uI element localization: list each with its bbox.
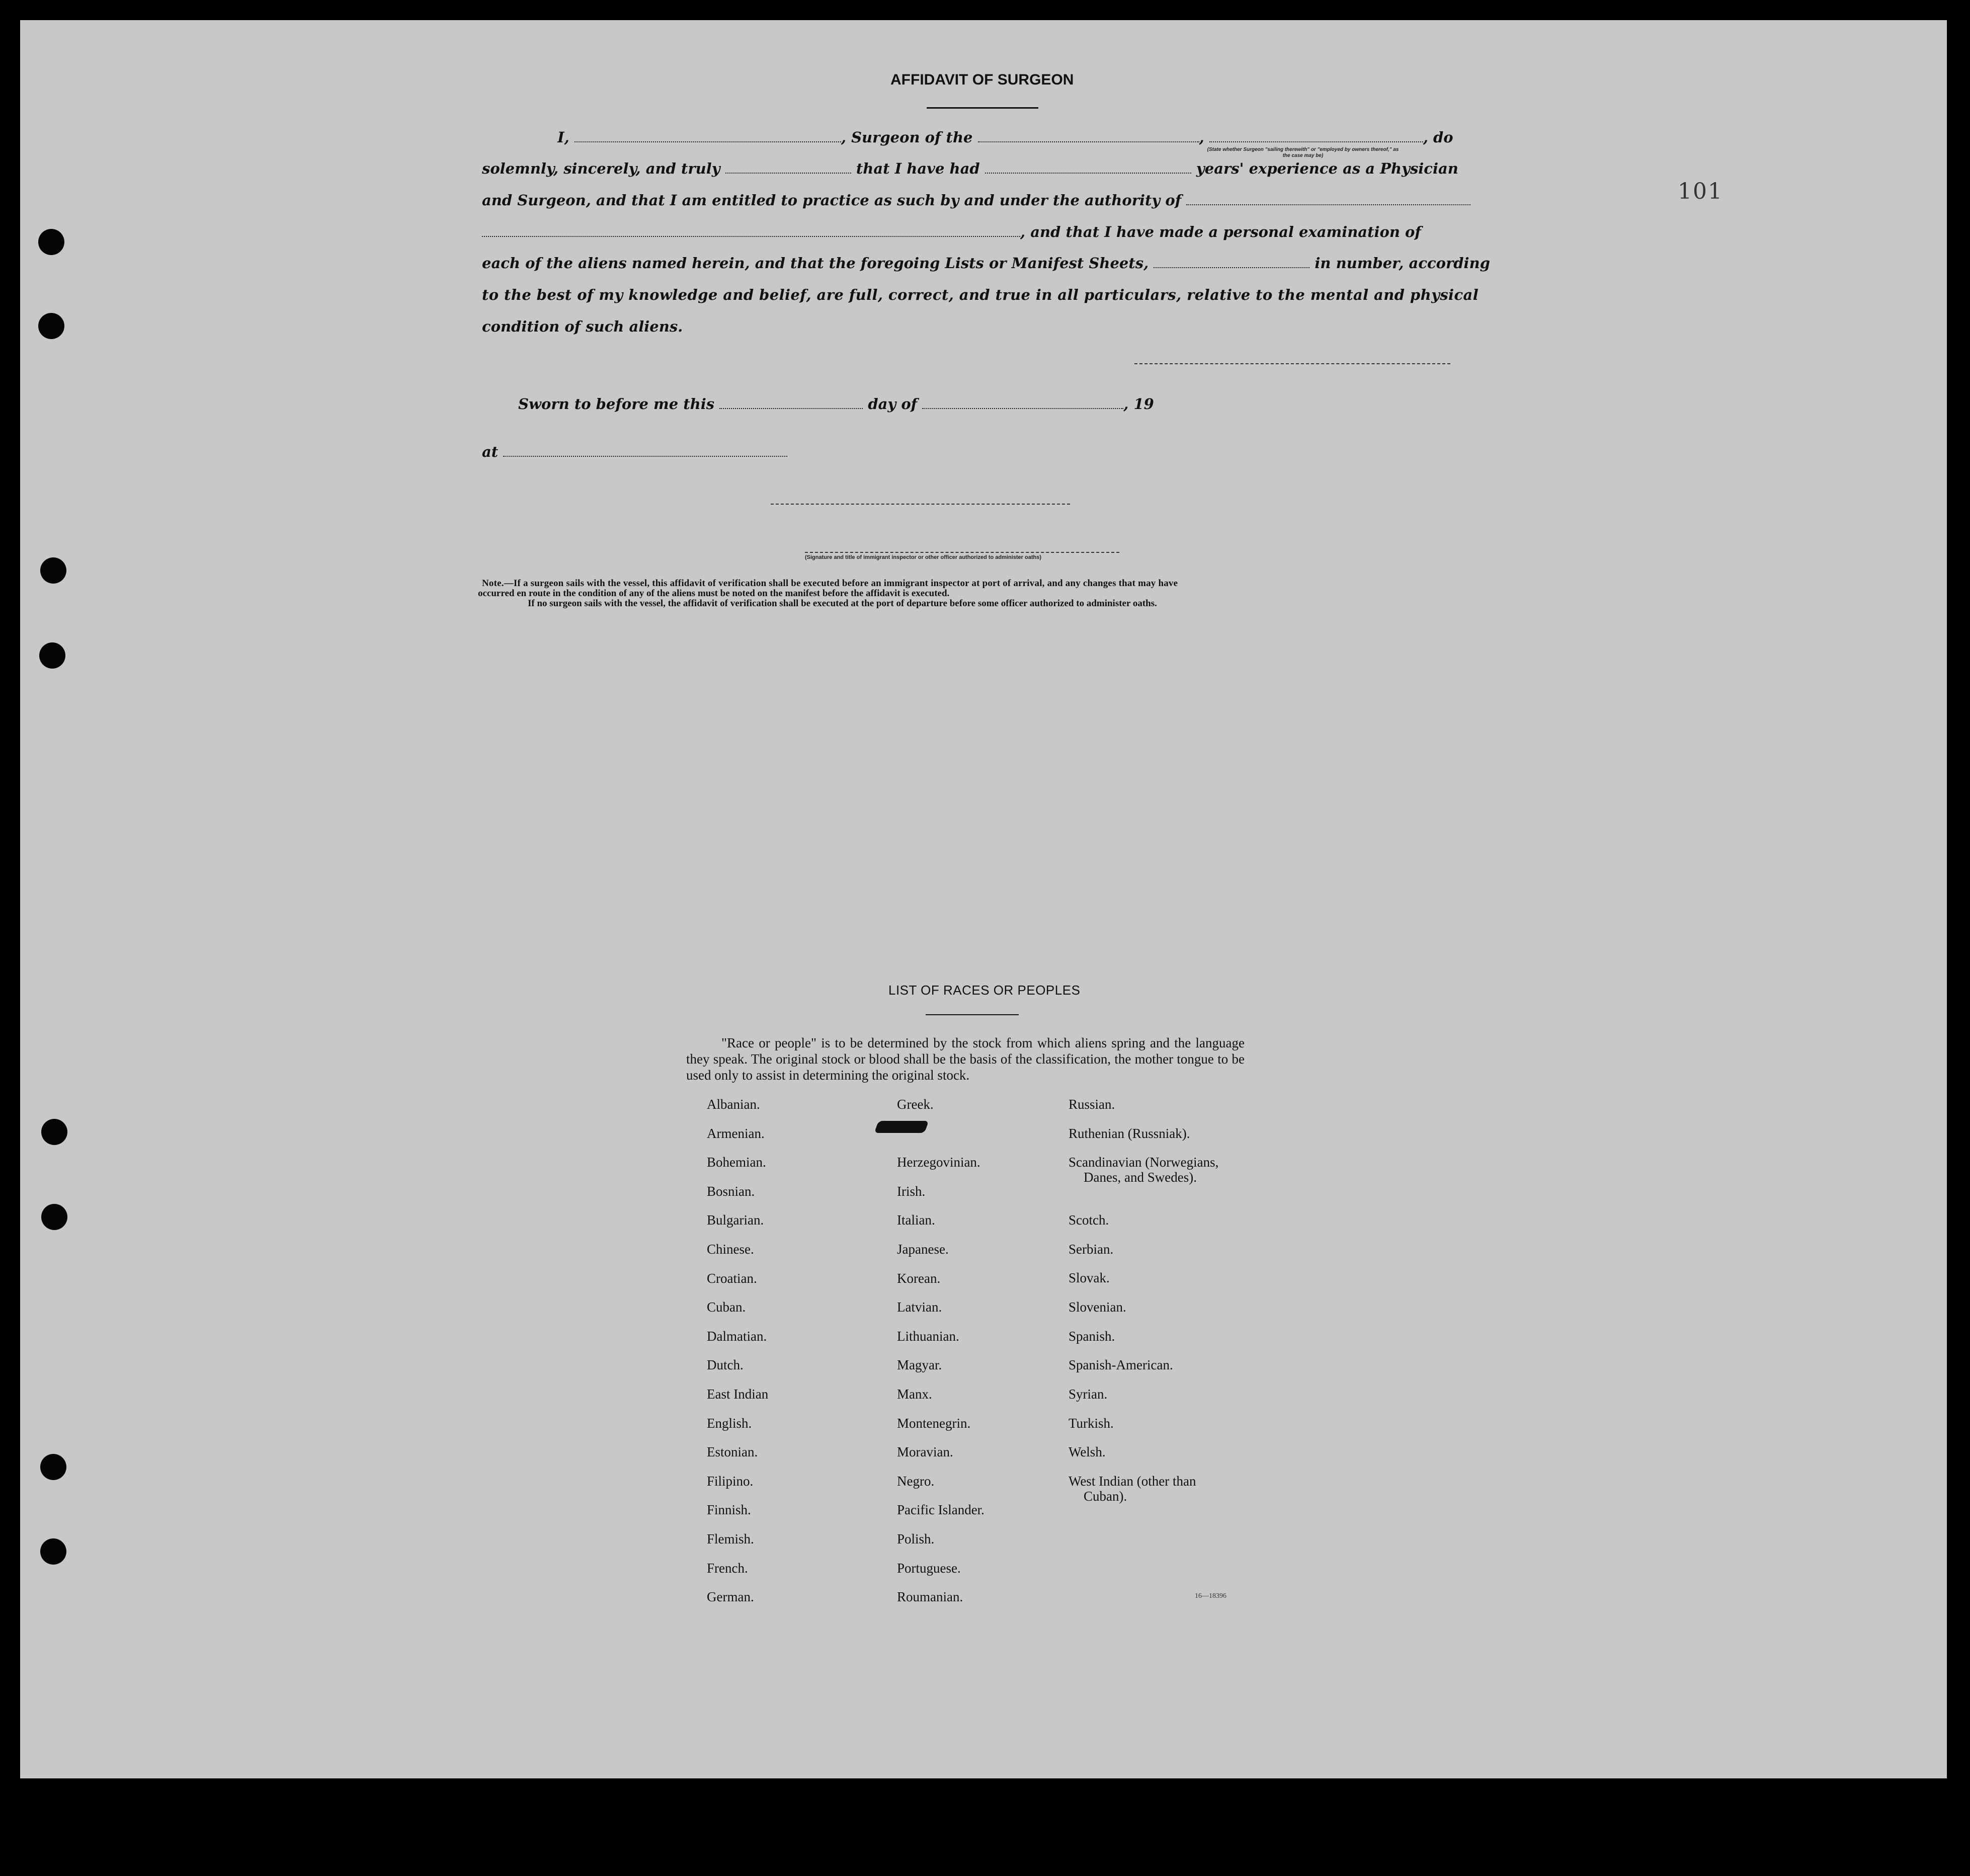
race-item: Estonian. <box>707 1444 758 1460</box>
race-item: Greek. <box>897 1097 934 1112</box>
punch-hole <box>41 1204 67 1230</box>
race-item: Bohemian. <box>707 1155 766 1170</box>
race-item: Herzegovinian. <box>897 1155 980 1170</box>
races-intro: "Race or people" is to be determined by the stock from which aliens spring and the language they speak. The original stock or blood shall be the basis of the classification, the mother tongue to be used only to assist in determining the original stock. <box>686 1035 1245 1083</box>
sworn-text: Sworn to before me this <box>518 395 715 413</box>
race-item: German. <box>707 1589 754 1605</box>
race-item: Ruthenian (Russniak). <box>1069 1126 1190 1141</box>
race-item: English. <box>707 1415 752 1431</box>
races-title-rule <box>926 1014 1019 1015</box>
name-blank[interactable] <box>574 130 841 142</box>
race-item: Finnish. <box>707 1502 751 1518</box>
affidavit-title: AFFIDAVIT OF SURGEON <box>890 71 1074 88</box>
race-item: Pacific Islander. <box>897 1502 984 1518</box>
surgeon-signature-line[interactable] <box>1134 363 1450 364</box>
affidavit-text: and Surgeon, and that I am entitled to practice as such by and under the authority of <box>482 192 1182 209</box>
race-item: Scandinavian (Norwegians, <box>1069 1155 1219 1170</box>
race-item: Welsh. <box>1069 1444 1106 1459</box>
month-blank[interactable] <box>922 397 1123 409</box>
race-item: Croatian. <box>707 1270 757 1286</box>
affidavit-note <box>478 578 1450 609</box>
sworn-section <box>482 395 1450 460</box>
affidavit-text: solemnly, sincerely, and truly <box>482 160 720 177</box>
authority-blank[interactable] <box>1186 193 1470 205</box>
form-code: 16—18396 <box>1195 1592 1226 1600</box>
race-item: Spanish. <box>1069 1329 1115 1344</box>
inspector-signature-line[interactable] <box>805 552 1119 553</box>
race-item: Flemish. <box>707 1531 754 1546</box>
punch-hole <box>40 557 66 584</box>
race-item: West Indian (other than <box>1069 1474 1196 1489</box>
affidavit-text: to the best of my knowledge and belief, are full, correct, and true in all particulars, relative to the mental and physical <box>482 286 1479 303</box>
sworn-text: , 19 <box>1123 395 1154 413</box>
race-item: Bulgarian. <box>707 1212 764 1228</box>
race-item: Slovak. <box>1069 1270 1110 1285</box>
race-item: Magyar. <box>897 1357 942 1373</box>
race-item: Chinese. <box>707 1242 754 1257</box>
signature-caption: (Signature and title of immigrant inspector or other officer authorized to administer oaths) <box>805 554 1041 560</box>
race-item: Serbian. <box>1069 1242 1114 1257</box>
race-item: Spanish-American. <box>1069 1357 1173 1372</box>
punch-hole <box>41 1119 67 1145</box>
years-blank[interactable] <box>985 161 1191 174</box>
race-item: Slovenian. <box>1069 1299 1126 1315</box>
race-item: Scotch. <box>1069 1212 1109 1228</box>
race-item: Lithuanian. <box>897 1328 959 1344</box>
race-item: Albanian. <box>707 1097 760 1112</box>
race-item: Moravian. <box>897 1444 953 1460</box>
affidavit-text: , and that I have made a personal examination of <box>1020 223 1421 240</box>
race-item: Irish. <box>897 1183 926 1199</box>
race-item: Italian. <box>897 1212 935 1228</box>
affidavit-text: years' experience as a Physician <box>1196 160 1458 177</box>
race-item: Dalmatian. <box>707 1328 767 1344</box>
affidavit-text: I, <box>557 129 569 146</box>
affidavit-text: condition of such aliens. <box>482 318 683 335</box>
authority-blank-cont[interactable] <box>482 225 1020 237</box>
race-item: Cuban). <box>1084 1489 1127 1504</box>
race-item: Latvian. <box>897 1299 942 1315</box>
race-item: Turkish. <box>1069 1416 1114 1431</box>
note-line: Note.—If a surgeon sails with the vessel, this affidavit of verification shall be executed before an immigrant inspector at port of arrival, and any changes that may have <box>482 578 1178 589</box>
affidavit-text: each of the aliens named herein, and that the foregoing Lists or Manifest Sheets, <box>482 255 1149 272</box>
race-item: Danes, and Swedes). <box>1084 1170 1197 1185</box>
race-item: Cuban. <box>707 1299 746 1315</box>
sworn-text: day of <box>868 395 918 413</box>
race-item: Bosnian. <box>707 1183 755 1199</box>
affidavit-text: , Surgeon of the <box>841 129 973 146</box>
oath-blank[interactable] <box>725 161 851 174</box>
race-item: Filipino. <box>707 1473 754 1489</box>
race-item: East Indian <box>707 1386 769 1402</box>
title-rule <box>927 107 1038 109</box>
race-item: French. <box>707 1560 748 1576</box>
punch-hole <box>38 313 64 339</box>
race-item: Russian. <box>1069 1097 1115 1112</box>
race-item: Dutch. <box>707 1357 744 1373</box>
race-item: Armenian. <box>707 1125 765 1141</box>
vessel-blank[interactable] <box>978 130 1199 142</box>
race-item: Japanese. <box>897 1242 949 1257</box>
witness-line[interactable] <box>771 504 1070 505</box>
race-item: Roumanian. <box>897 1589 963 1605</box>
race-item: Manx. <box>897 1386 932 1402</box>
at-label: at <box>482 443 499 460</box>
redaction-mark <box>874 1121 929 1133</box>
affidavit-text: that I have had <box>856 160 980 177</box>
race-item: Korean. <box>897 1270 941 1286</box>
races-title: LIST OF RACES OR PEOPLES <box>888 983 1081 998</box>
page-number: 101 <box>1678 179 1723 204</box>
race-item: Syrian. <box>1069 1386 1108 1402</box>
capacity-blank[interactable] <box>1209 130 1423 142</box>
place-blank[interactable] <box>503 445 787 457</box>
punch-hole <box>39 642 65 669</box>
capacity-note: (State whether Surgeon "sailing therewith" or "employed by owners thereof," as the case may be) <box>1207 147 1399 158</box>
race-item: Portuguese. <box>897 1560 961 1576</box>
note-line: If no surgeon sails with the vessel, the affidavit of verification shall be executed at the port of departure before some officer authorized to administer oaths. <box>528 598 1157 609</box>
affidavit-body <box>482 129 1490 350</box>
day-blank[interactable] <box>719 397 863 409</box>
sheets-count-blank[interactable] <box>1154 256 1309 268</box>
note-line: occurred en route in the condition of any of the aliens must be noted on the manifest before the affidavit is executed. <box>478 588 950 599</box>
race-item: Montenegrin. <box>897 1415 971 1431</box>
race-item: Polish. <box>897 1531 935 1546</box>
affidavit-text: in number, according <box>1315 255 1490 272</box>
affidavit-text: , <box>1199 129 1204 146</box>
race-item: Negro. <box>897 1473 935 1489</box>
punch-hole <box>38 229 64 255</box>
punch-hole <box>40 1538 66 1565</box>
punch-hole <box>40 1454 66 1480</box>
affidavit-text: , do <box>1423 129 1453 146</box>
